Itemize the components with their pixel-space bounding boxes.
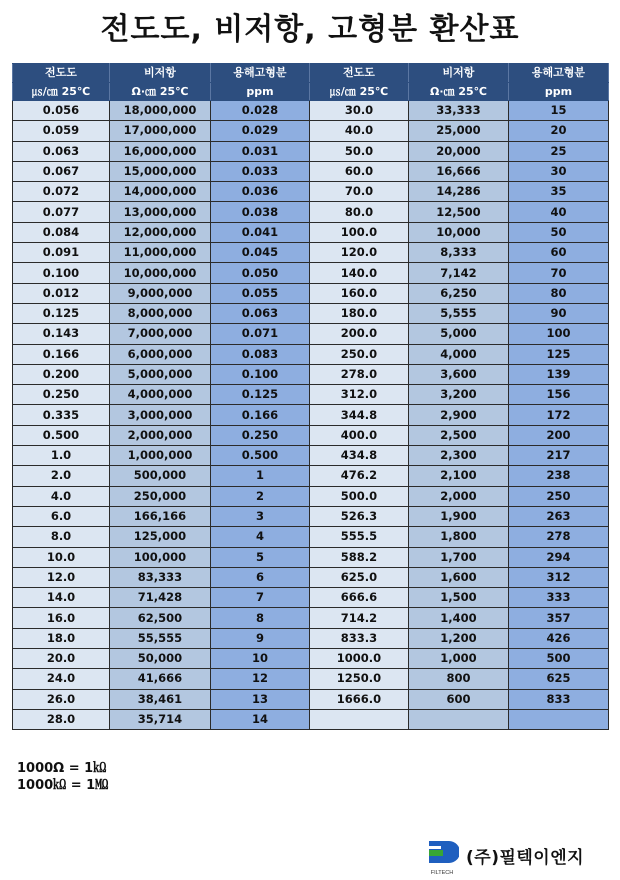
cell-resistivity: 55,555 xyxy=(110,628,211,648)
cell-conductivity-2: 500.0 xyxy=(310,486,409,506)
cell-resistivity: 18,000,000 xyxy=(110,101,211,121)
cell-conductivity: 0.250 xyxy=(13,385,110,405)
cell-resistivity: 5,000,000 xyxy=(110,364,211,384)
cell-resistivity-2: 6,250 xyxy=(409,283,509,303)
header-row-units xyxy=(13,82,609,101)
cell-tds: 0.028 xyxy=(211,101,310,121)
table-row xyxy=(13,628,609,648)
cell-conductivity: 14.0 xyxy=(13,588,110,608)
table-row xyxy=(13,466,609,486)
cell-resistivity: 17,000,000 xyxy=(110,121,211,141)
cell-tds: 0.500 xyxy=(211,446,310,466)
table-row xyxy=(13,222,609,242)
cell-conductivity: 2.0 xyxy=(13,466,110,486)
table-row xyxy=(13,649,609,669)
table-row xyxy=(13,547,609,567)
company-logo xyxy=(425,838,459,878)
cell-resistivity-2: 1,800 xyxy=(409,527,509,547)
cell-conductivity-2: 100.0 xyxy=(310,222,409,242)
cell-conductivity: 6.0 xyxy=(13,506,110,526)
table-row xyxy=(13,689,609,709)
cell-resistivity-2: 3,600 xyxy=(409,364,509,384)
cell-resistivity: 13,000,000 xyxy=(110,202,211,222)
cell-resistivity: 10,000,000 xyxy=(110,263,211,283)
cell-conductivity-2: 278.0 xyxy=(310,364,409,384)
cell-conductivity-2: 312.0 xyxy=(310,385,409,405)
unit-tds: ppm xyxy=(211,82,310,101)
cell-conductivity: 16.0 xyxy=(13,608,110,628)
header-conductivity-2: 전도도 xyxy=(310,64,409,83)
cell-resistivity-2: 1,900 xyxy=(409,506,509,526)
cell-resistivity: 41,666 xyxy=(110,669,211,689)
cell-conductivity: 0.335 xyxy=(13,405,110,425)
cell-tds-2: 80 xyxy=(509,283,609,303)
cell-resistivity-2: 12,500 xyxy=(409,202,509,222)
logo-mark-white xyxy=(429,846,441,849)
cell-tds-2: 70 xyxy=(509,263,609,283)
cell-tds: 0.045 xyxy=(211,243,310,263)
table-body xyxy=(13,101,609,730)
cell-tds: 14 xyxy=(211,709,310,729)
cell-resistivity: 14,000,000 xyxy=(110,182,211,202)
cell-conductivity: 0.100 xyxy=(13,263,110,283)
cell-resistivity: 16,000,000 xyxy=(110,141,211,161)
unit-resistivity-2: Ω·㎝ 25℃ xyxy=(409,82,509,101)
cell-tds-2: 238 xyxy=(509,466,609,486)
unit-resistivity: Ω·㎝ 25℃ xyxy=(110,82,211,101)
cell-conductivity-2: 526.3 xyxy=(310,506,409,526)
cell-conductivity-2 xyxy=(310,709,409,729)
cell-resistivity-2 xyxy=(409,709,509,729)
cell-tds-2: 200 xyxy=(509,425,609,445)
cell-conductivity-2: 588.2 xyxy=(310,547,409,567)
cell-tds-2: 30 xyxy=(509,161,609,181)
cell-tds-2: 333 xyxy=(509,588,609,608)
cell-tds-2: 625 xyxy=(509,669,609,689)
cell-resistivity: 50,000 xyxy=(110,649,211,669)
cell-conductivity: 28.0 xyxy=(13,709,110,729)
cell-tds-2: 357 xyxy=(509,608,609,628)
table-row xyxy=(13,121,609,141)
cell-resistivity-2: 1,000 xyxy=(409,649,509,669)
cell-tds-2: 278 xyxy=(509,527,609,547)
cell-resistivity-2: 1,700 xyxy=(409,547,509,567)
cell-conductivity: 8.0 xyxy=(13,527,110,547)
cell-conductivity: 10.0 xyxy=(13,547,110,567)
cell-tds-2: 100 xyxy=(509,324,609,344)
note-kilo-ohm: 1000Ω = 1㏀ xyxy=(17,761,107,776)
header-conductivity: 전도도 xyxy=(13,64,110,83)
cell-conductivity: 0.125 xyxy=(13,303,110,323)
cell-tds-2 xyxy=(509,709,609,729)
cell-resistivity: 83,333 xyxy=(110,567,211,587)
cell-resistivity: 125,000 xyxy=(110,527,211,547)
table-row xyxy=(13,506,609,526)
cell-tds-2: 172 xyxy=(509,405,609,425)
cell-resistivity-2: 16,666 xyxy=(409,161,509,181)
cell-resistivity-2: 2,500 xyxy=(409,425,509,445)
header-tds: 용해고형분 xyxy=(211,64,310,83)
cell-conductivity: 0.143 xyxy=(13,324,110,344)
cell-resistivity: 166,166 xyxy=(110,506,211,526)
cell-tds-2: 15 xyxy=(509,101,609,121)
cell-conductivity: 20.0 xyxy=(13,649,110,669)
unit-tds-2: ppm xyxy=(509,82,609,101)
cell-resistivity: 3,000,000 xyxy=(110,405,211,425)
table-row xyxy=(13,283,609,303)
cell-resistivity-2: 1,600 xyxy=(409,567,509,587)
cell-resistivity-2: 5,555 xyxy=(409,303,509,323)
unit-conductivity-2: ㎲/㎝ 25℃ xyxy=(310,82,409,101)
table-row xyxy=(13,385,609,405)
cell-tds: 8 xyxy=(211,608,310,628)
cell-tds-2: 217 xyxy=(509,446,609,466)
cell-tds-2: 60 xyxy=(509,243,609,263)
cell-resistivity: 12,000,000 xyxy=(110,222,211,242)
cell-tds-2: 294 xyxy=(509,547,609,567)
cell-resistivity-2: 1,500 xyxy=(409,588,509,608)
cell-conductivity-2: 625.0 xyxy=(310,567,409,587)
cell-tds: 0.166 xyxy=(211,405,310,425)
cell-tds: 0.125 xyxy=(211,385,310,405)
table-row xyxy=(13,303,609,323)
cell-resistivity: 9,000,000 xyxy=(110,283,211,303)
table-row xyxy=(13,182,609,202)
table-row xyxy=(13,486,609,506)
cell-conductivity: 12.0 xyxy=(13,567,110,587)
cell-tds-2: 25 xyxy=(509,141,609,161)
table-row xyxy=(13,263,609,283)
cell-tds-2: 833 xyxy=(509,689,609,709)
cell-conductivity-2: 180.0 xyxy=(310,303,409,323)
cell-conductivity: 0.077 xyxy=(13,202,110,222)
cell-resistivity: 1,000,000 xyxy=(110,446,211,466)
cell-resistivity-2: 3,200 xyxy=(409,385,509,405)
cell-resistivity-2: 8,333 xyxy=(409,243,509,263)
cell-resistivity: 71,428 xyxy=(110,588,211,608)
cell-tds: 0.055 xyxy=(211,283,310,303)
cell-tds: 0.029 xyxy=(211,121,310,141)
cell-tds: 6 xyxy=(211,567,310,587)
table-row xyxy=(13,588,609,608)
cell-resistivity-2: 2,300 xyxy=(409,446,509,466)
cell-conductivity-2: 250.0 xyxy=(310,344,409,364)
table-row xyxy=(13,141,609,161)
cell-conductivity-2: 200.0 xyxy=(310,324,409,344)
cell-resistivity: 15,000,000 xyxy=(110,161,211,181)
cell-resistivity: 500,000 xyxy=(110,466,211,486)
cell-conductivity-2: 400.0 xyxy=(310,425,409,445)
table-row xyxy=(13,364,609,384)
cell-tds-2: 426 xyxy=(509,628,609,648)
cell-tds: 2 xyxy=(211,486,310,506)
cell-tds-2: 250 xyxy=(509,486,609,506)
cell-tds: 0.050 xyxy=(211,263,310,283)
cell-conductivity: 0.200 xyxy=(13,364,110,384)
cell-resistivity-2: 25,000 xyxy=(409,121,509,141)
cell-resistivity: 100,000 xyxy=(110,547,211,567)
cell-resistivity-2: 14,286 xyxy=(409,182,509,202)
unit-conductivity: ㎲/㎝ 25℃ xyxy=(13,82,110,101)
cell-tds-2: 500 xyxy=(509,649,609,669)
cell-conductivity: 18.0 xyxy=(13,628,110,648)
cell-tds: 0.038 xyxy=(211,202,310,222)
cell-tds: 12 xyxy=(211,669,310,689)
cell-conductivity: 0.056 xyxy=(13,101,110,121)
cell-resistivity-2: 20,000 xyxy=(409,141,509,161)
conversion-table xyxy=(12,63,609,730)
table-row xyxy=(13,527,609,547)
cell-tds-2: 50 xyxy=(509,222,609,242)
cell-conductivity-2: 434.8 xyxy=(310,446,409,466)
logo-text: FILTECH xyxy=(430,870,454,876)
cell-resistivity-2: 1,400 xyxy=(409,608,509,628)
cell-conductivity-2: 833.3 xyxy=(310,628,409,648)
cell-conductivity-2: 666.6 xyxy=(310,588,409,608)
cell-tds: 0.036 xyxy=(211,182,310,202)
header-row-titles xyxy=(13,64,609,83)
cell-tds-2: 35 xyxy=(509,182,609,202)
cell-conductivity: 26.0 xyxy=(13,689,110,709)
cell-conductivity-2: 476.2 xyxy=(310,466,409,486)
cell-conductivity-2: 1666.0 xyxy=(310,689,409,709)
cell-resistivity-2: 2,000 xyxy=(409,486,509,506)
cell-conductivity-2: 60.0 xyxy=(310,161,409,181)
cell-conductivity: 0.072 xyxy=(13,182,110,202)
company-name: (주)필텍이엔지 xyxy=(466,848,585,868)
cell-resistivity-2: 33,333 xyxy=(409,101,509,121)
cell-conductivity-2: 140.0 xyxy=(310,263,409,283)
cell-conductivity-2: 1250.0 xyxy=(310,669,409,689)
cell-resistivity: 2,000,000 xyxy=(110,425,211,445)
cell-tds: 9 xyxy=(211,628,310,648)
header-resistivity: 비저항 xyxy=(110,64,211,83)
cell-resistivity-2: 10,000 xyxy=(409,222,509,242)
table-row xyxy=(13,202,609,222)
cell-conductivity: 0.166 xyxy=(13,344,110,364)
cell-resistivity-2: 7,142 xyxy=(409,263,509,283)
cell-tds: 13 xyxy=(211,689,310,709)
cell-tds: 0.083 xyxy=(211,344,310,364)
cell-resistivity-2: 5,000 xyxy=(409,324,509,344)
cell-conductivity: 0.091 xyxy=(13,243,110,263)
cell-conductivity-2: 160.0 xyxy=(310,283,409,303)
cell-conductivity: 0.067 xyxy=(13,161,110,181)
cell-tds: 7 xyxy=(211,588,310,608)
table-header xyxy=(13,64,609,101)
cell-conductivity-2: 120.0 xyxy=(310,243,409,263)
table-row xyxy=(13,243,609,263)
page-title: 전도도, 비저항, 고형분 환산표 xyxy=(100,12,520,47)
header-tds-2: 용해고형분 xyxy=(509,64,609,83)
cell-resistivity-2: 1,200 xyxy=(409,628,509,648)
cell-resistivity: 7,000,000 xyxy=(110,324,211,344)
cell-tds: 10 xyxy=(211,649,310,669)
cell-tds: 0.071 xyxy=(211,324,310,344)
cell-tds-2: 40 xyxy=(509,202,609,222)
cell-conductivity-2: 555.5 xyxy=(310,527,409,547)
cell-conductivity: 0.500 xyxy=(13,425,110,445)
cell-conductivity-2: 1000.0 xyxy=(310,649,409,669)
cell-tds: 0.033 xyxy=(211,161,310,181)
cell-resistivity: 4,000,000 xyxy=(110,385,211,405)
cell-resistivity: 62,500 xyxy=(110,608,211,628)
cell-conductivity: 24.0 xyxy=(13,669,110,689)
cell-resistivity: 250,000 xyxy=(110,486,211,506)
cell-conductivity: 0.059 xyxy=(13,121,110,141)
cell-tds: 4 xyxy=(211,527,310,547)
cell-conductivity-2: 50.0 xyxy=(310,141,409,161)
cell-resistivity-2: 600 xyxy=(409,689,509,709)
cell-resistivity-2: 4,000 xyxy=(409,344,509,364)
table-row xyxy=(13,425,609,445)
table-row xyxy=(13,101,609,121)
cell-tds-2: 90 xyxy=(509,303,609,323)
cell-conductivity-2: 40.0 xyxy=(310,121,409,141)
cell-tds: 0.031 xyxy=(211,141,310,161)
cell-tds: 3 xyxy=(211,506,310,526)
cell-tds: 0.041 xyxy=(211,222,310,242)
cell-resistivity-2: 800 xyxy=(409,669,509,689)
cell-tds-2: 20 xyxy=(509,121,609,141)
cell-conductivity: 0.063 xyxy=(13,141,110,161)
cell-conductivity-2: 70.0 xyxy=(310,182,409,202)
cell-tds-2: 263 xyxy=(509,506,609,526)
cell-tds: 0.100 xyxy=(211,364,310,384)
cell-tds: 0.063 xyxy=(211,303,310,323)
table-row xyxy=(13,344,609,364)
header-resistivity-2: 비저항 xyxy=(409,64,509,83)
cell-resistivity: 11,000,000 xyxy=(110,243,211,263)
cell-tds: 1 xyxy=(211,466,310,486)
table-row xyxy=(13,669,609,689)
cell-tds-2: 139 xyxy=(509,364,609,384)
cell-conductivity-2: 714.2 xyxy=(310,608,409,628)
table-row xyxy=(13,161,609,181)
cell-conductivity: 0.084 xyxy=(13,222,110,242)
cell-conductivity-2: 80.0 xyxy=(310,202,409,222)
table-row xyxy=(13,446,609,466)
table-row xyxy=(13,709,609,729)
cell-resistivity: 8,000,000 xyxy=(110,303,211,323)
cell-conductivity: 1.0 xyxy=(13,446,110,466)
cell-resistivity: 6,000,000 xyxy=(110,344,211,364)
cell-resistivity-2: 2,900 xyxy=(409,405,509,425)
table-row xyxy=(13,567,609,587)
unit-notes xyxy=(17,760,108,794)
cell-tds: 5 xyxy=(211,547,310,567)
cell-tds-2: 312 xyxy=(509,567,609,587)
cell-resistivity-2: 2,100 xyxy=(409,466,509,486)
cell-conductivity: 4.0 xyxy=(13,486,110,506)
cell-resistivity: 38,461 xyxy=(110,689,211,709)
cell-tds-2: 125 xyxy=(509,344,609,364)
cell-conductivity-2: 30.0 xyxy=(310,101,409,121)
cell-resistivity: 35,714 xyxy=(110,709,211,729)
cell-tds: 0.250 xyxy=(211,425,310,445)
cell-conductivity: 0.012 xyxy=(13,283,110,303)
note-mega-ohm: 1000㏀ = 1㏁ xyxy=(17,778,109,793)
cell-conductivity-2: 344.8 xyxy=(310,405,409,425)
table-row xyxy=(13,324,609,344)
table-row xyxy=(13,405,609,425)
table-row xyxy=(13,608,609,628)
logo-mark-green xyxy=(429,850,443,856)
cell-tds-2: 156 xyxy=(509,385,609,405)
